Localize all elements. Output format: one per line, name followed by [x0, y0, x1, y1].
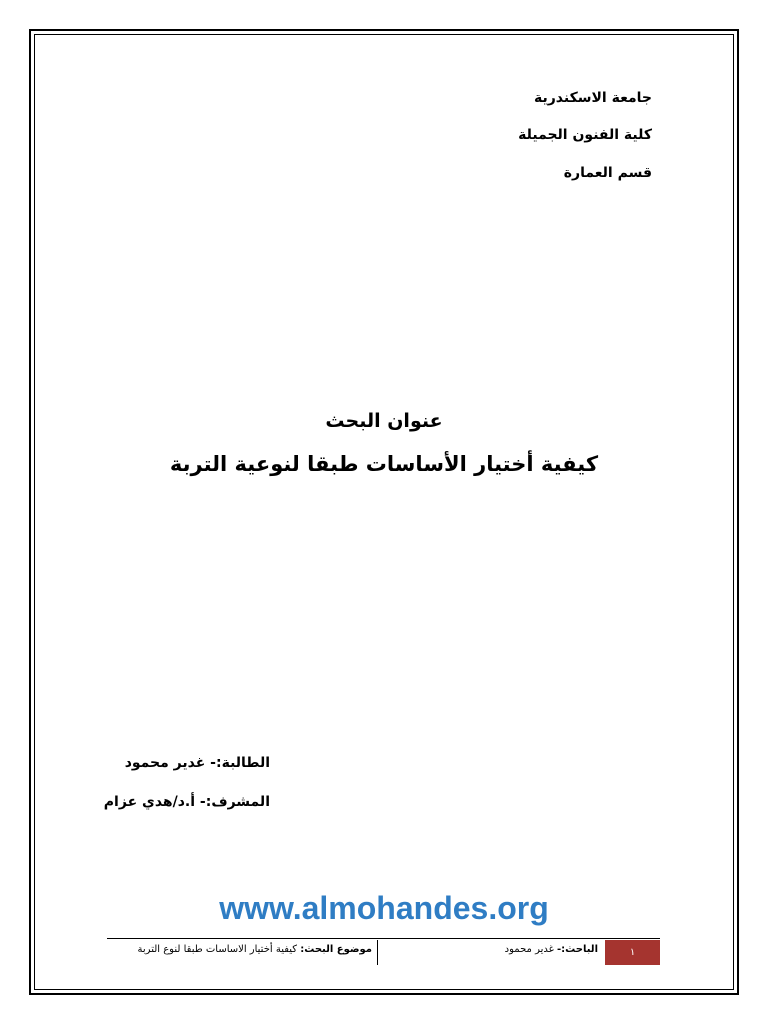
footer-topic [138, 944, 372, 955]
student-line [125, 755, 270, 771]
student-name: غدير محمود [124, 755, 206, 771]
footer-separator [377, 940, 378, 965]
footer-researcher [505, 944, 598, 955]
footer-topic-label: موضوع البحث: [300, 944, 372, 955]
footer-divider [107, 938, 660, 939]
page-footer [107, 940, 660, 965]
student-label: الطالبة:- [210, 755, 270, 771]
page-number-badge: ١ [605, 940, 660, 965]
footer-researcher-label: الباحث:- [557, 944, 598, 955]
supervisor-name: أ.د/هدي عزام [103, 794, 196, 810]
research-title-label: عنوان البحث [325, 410, 443, 432]
footer-topic-text: كيفية أختيار الاساسات طبقا لنوع التربة [137, 944, 298, 955]
supervisor-label: المشرف:- [199, 794, 270, 810]
university-name: جامعة الاسكندرية [533, 90, 652, 106]
faculty-name: كلية الفنون الجميلة [518, 127, 652, 143]
website-link[interactable]: www.almohandes.org [219, 890, 549, 926]
supervisor-line [104, 794, 270, 810]
department-name: قسم العمارة [563, 165, 652, 181]
research-title: كيفية أختيار الأساسات طبقا لنوعية التربة [169, 452, 599, 476]
footer-researcher-name: غدير محمود [504, 944, 554, 955]
